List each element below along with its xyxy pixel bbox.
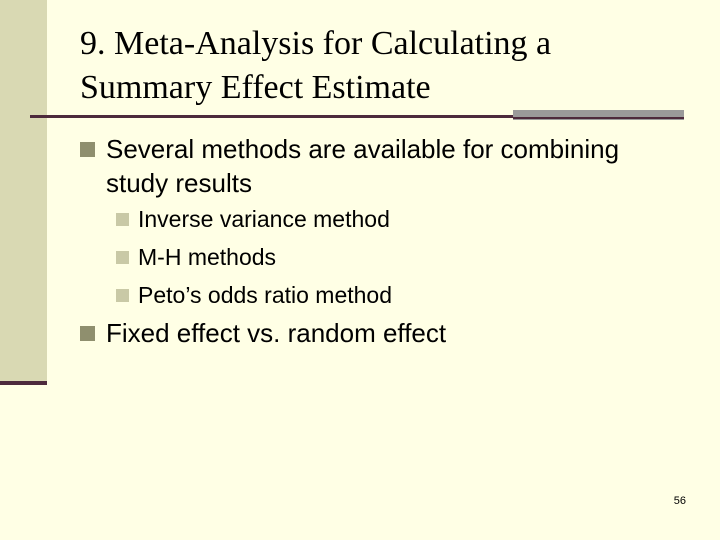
sub-bullet-item — [80, 238, 680, 276]
sub-bullet-text: M-H methods — [138, 244, 277, 270]
title-line-1: 9. Meta-Analysis for Calculating a — [80, 25, 552, 62]
bullet-item — [80, 316, 680, 350]
square-bullet-icon — [116, 251, 129, 264]
bullet-item — [80, 132, 680, 200]
sub-bullet-item — [80, 200, 680, 238]
left-decorative-band — [0, 0, 47, 384]
title-underline-accent-rule — [513, 117, 684, 119]
square-bullet-icon — [80, 326, 95, 341]
sub-bullet-item — [80, 276, 680, 314]
bullet-list — [80, 132, 680, 350]
square-bullet-icon — [80, 142, 95, 157]
slide-title — [80, 22, 680, 110]
page-number: 56 — [673, 495, 686, 507]
square-bullet-icon — [116, 289, 129, 302]
sub-bullet-text: Inverse variance method — [138, 206, 390, 232]
bullet-text: Several methods are available for combining study results — [106, 134, 620, 198]
left-band-bottom-rule — [0, 381, 47, 385]
bullet-text: Fixed effect vs. random effect — [106, 318, 447, 348]
square-bullet-icon — [116, 213, 129, 226]
sub-bullet-text: Peto’s odds ratio method — [138, 282, 393, 308]
sub-bullet-list — [80, 200, 680, 314]
title-line-2: Summary Effect Estimate — [80, 69, 431, 106]
